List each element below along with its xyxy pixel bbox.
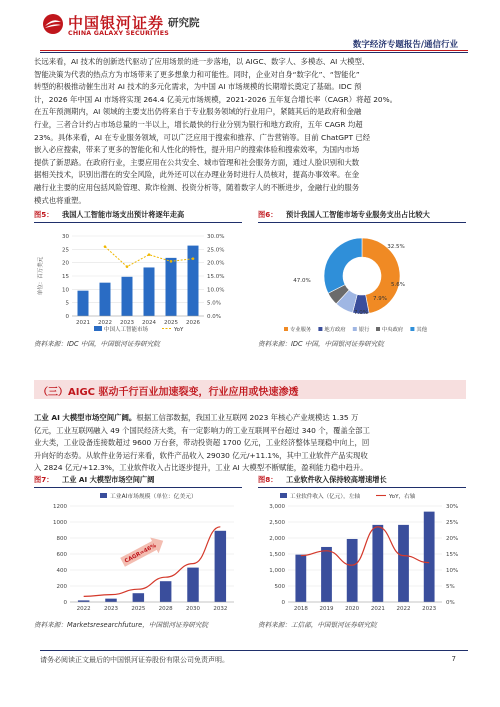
figure-7-chart: [34, 490, 242, 618]
y-tick-label: 1,500: [269, 552, 285, 558]
header-divider-secondary: [40, 52, 468, 53]
logo-chinese: 中国银河证券: [68, 14, 165, 32]
x-tick-label: 2021: [76, 320, 90, 326]
y-tick-label: 800: [56, 536, 67, 542]
x-tick-label: 2023: [120, 320, 134, 326]
figure-5-caption: 我国人工智能市场支出预计将逐年走高: [62, 210, 185, 219]
figure-5-chart: [34, 228, 242, 338]
y-tick-label: 200: [56, 584, 67, 590]
legend-swatch: [353, 327, 357, 331]
bar: [347, 539, 358, 602]
bar: [424, 512, 435, 602]
paragraph-2-text: 根据工信部数据，我国工业互联网 2023 年核心产业规模达 1.35 万: [136, 413, 359, 422]
paragraph-2-line: [34, 425, 466, 438]
paragraph-1-line: 在五年预测期内，AI 领域的主要支出仍将来自于专业服务领域的行业用户，紧随其后的是政府和金融: [34, 107, 362, 117]
legend-label: 中央政府: [382, 327, 404, 333]
x-tick-label: 2019: [319, 606, 334, 612]
paragraph-1-line: 融行业主要的应用包括风险管理、欺诈检测、投资分析等，随着数字人的不断进步，金融行业的服务: [34, 182, 360, 192]
x-tick-label: 2028: [158, 606, 173, 612]
paragraph-1-line: 行业，三者合计约占市场总量的一半以上，增长最快的行业分别为银行和地方政府，五年 CAGR 均超: [34, 119, 363, 129]
yoy-point: [192, 257, 195, 260]
bar: [144, 267, 155, 316]
paragraph-1-line: 嵌入必应搜索，带来了更多的智能化和人性化的特性，提升用户的搜索体验和搜索效率，为国内市场: [34, 145, 360, 155]
paragraph-1-line: 23%。具体来看，AI 在专业服务领域，可以广泛应用于搜索和推荐、广告营销等。目前 ChatGPT 已经: [34, 132, 371, 142]
y-tick-label: 0: [63, 600, 67, 606]
bar: [398, 525, 409, 602]
figure-7-caption: 工业 AI 大模型市场空间广阔: [62, 475, 155, 484]
slice-value-label: 47.0%: [293, 278, 311, 284]
y-tick-label: 600: [56, 552, 67, 558]
bar: [187, 568, 198, 602]
y-tick-label: 25: [62, 247, 69, 254]
y2-tick-label: 25.0%: [207, 247, 225, 254]
bar: [372, 525, 383, 602]
y2-tick-label: 30.0%: [207, 234, 225, 240]
figure-6-number: 图6：: [258, 210, 278, 219]
bar: [321, 547, 332, 602]
legend-label: 工业软件收入（亿元），左轴: [290, 494, 360, 500]
y-tick-label: 0: [281, 600, 285, 606]
y2-tick-label: 30%: [446, 504, 459, 510]
y2-tick-label: 20.0%: [207, 260, 225, 267]
paragraph-2-line: [34, 412, 466, 425]
y-tick-label: 20: [62, 260, 69, 267]
paragraph-2-lead: 工业 AI 大模型市场空间广阔。: [34, 413, 137, 422]
paragraph-2-line: [34, 450, 466, 463]
y2-tick-label: 10%: [446, 568, 459, 574]
x-tick-label: 2025: [131, 606, 146, 612]
x-tick-label: 2021: [370, 606, 385, 612]
figure-7-source: 资料来源：Marketsresearchfuture，中国银河证券研究院: [34, 621, 209, 629]
y-tick-label: 15: [62, 274, 69, 280]
paragraph-2-text: 入 2824 亿元/+12.3%，工业软件收入占比逐步提升，工业 AI 大模型不断赋能，盈利能力稳中趋升。: [34, 463, 368, 473]
bar: [100, 283, 111, 316]
y-tick-label: 0: [65, 314, 69, 320]
slice-value-label: 32.5%: [387, 244, 405, 250]
legend-label: 其他: [416, 327, 428, 333]
yoy-line: [105, 247, 193, 267]
paragraph-2-text: 亿元，工业互联网融入 49 个国民经济大类，有一定影响力的工业互联网平台超过 340 个，覆盖全部工: [34, 425, 370, 435]
y2-tick-label: 25%: [446, 520, 459, 526]
y2-tick-label: 15%: [446, 552, 459, 558]
paragraph-1-line: 据相关技术，识别出潜在的安全风险，此外还可以在办理业务时进行人员核对，提高办事效率。在金: [34, 170, 360, 180]
x-tick-label: 2020: [345, 606, 360, 612]
slice-value-label: 7.9%: [373, 296, 387, 302]
y-tick-label: 3,000: [269, 504, 285, 510]
x-tick-label: 2018: [293, 606, 308, 612]
legend-label: 银行: [358, 327, 370, 333]
legend-swatch: [94, 326, 102, 331]
yoy-point: [148, 253, 151, 256]
y-axis-label: 单位：百万美元: [38, 256, 44, 296]
y2-tick-label: 5%: [446, 584, 455, 590]
legend-label: 专业服务: [290, 327, 312, 333]
paragraph-1-line: 提供了新思路。在政府行业，主要应用在公共安全、城市管理和社会服务方面，通过人脸识别和大数: [34, 157, 360, 167]
section-heading-text: （三）AIGC 驱动千行百业加速裂变，行业应用或快速渗透: [38, 387, 299, 398]
x-tick-label: 2022: [98, 320, 112, 326]
paragraph-2-text: 业大类，工业设备连接数超过 9600 万台套，带动投资超 1700 亿元，工业经济整体呈现稳中向上，回: [34, 438, 370, 448]
body-paragraph-1: [34, 56, 466, 207]
paragraph-1-line: 长远来看，AI 技术的创新迭代驱动了应用场景的进一步落地，以 AIGC、数字人、多模态、AI 大模型、: [34, 57, 370, 66]
legend-label: YoY: [174, 327, 184, 333]
legend-swatch: [376, 327, 380, 331]
page-number: 7: [451, 655, 456, 663]
x-tick-label: 2030: [186, 606, 200, 612]
figure-6-source: 资料来源：IDC 中国，中国银河证券研究院: [258, 340, 384, 348]
x-tick-label: 2023: [104, 606, 118, 612]
figure-5-title: [34, 209, 242, 223]
x-tick-label: 2026: [186, 320, 200, 326]
bar: [133, 593, 144, 602]
legend-label: 中国人工智能市场: [104, 327, 149, 333]
bar: [122, 277, 133, 316]
slice-value-label: 5.6%: [391, 282, 405, 288]
y2-tick-label: 0.0%: [207, 314, 221, 320]
yoy-point: [170, 260, 173, 263]
x-tick-label: 2024: [142, 320, 156, 326]
paragraph-2-line: [34, 437, 466, 450]
bar: [295, 555, 306, 602]
y2-tick-label: 5.0%: [207, 300, 221, 307]
y-tick-label: 1000: [53, 520, 67, 526]
legend-swatch: [284, 327, 288, 331]
footer-divider: [40, 650, 468, 651]
footer-disclaimer: 请务必阅读正文最后的中国银河证券股份有限公司免责声明。: [40, 656, 229, 664]
report-type: 数字经济专题报告/通信行业: [352, 40, 458, 50]
paragraph-1-line: 智能决策为代表的热点方为市场带来了更多想象力和可能性。同时，企业对自身“数字化”、“智能化”: [34, 69, 360, 79]
header-divider: [40, 50, 468, 51]
x-tick-label: 2022: [76, 606, 91, 612]
galaxy-logo-icon: [42, 13, 64, 35]
figure-7-title: [34, 474, 242, 488]
figure-8-title: [258, 474, 466, 488]
paragraph-1-line: 计，2026 年中国 AI 市场将实现 264.4 亿美元市场规模，2021-2026 五年复合增长率（CAGR）将超 20%。: [34, 94, 398, 104]
bar: [78, 291, 89, 316]
y2-tick-label: 15.0%: [207, 274, 225, 280]
x-tick-label: 2022: [396, 606, 411, 612]
x-tick-label: 2023: [422, 606, 437, 612]
bar: [188, 246, 199, 316]
figure-5-source: 资料来源：IDC 中国，中国银河证券研究院: [34, 340, 160, 348]
bar: [160, 581, 171, 602]
slice-value-label: 7.0%: [354, 310, 368, 316]
org-name: 研究院: [168, 17, 200, 29]
bar: [166, 258, 177, 316]
bar: [105, 599, 116, 602]
y-tick-label: 2,000: [269, 536, 285, 542]
figure-7-number: 图7：: [34, 475, 54, 484]
figure-8-source: 资料来源：工信部，中国银河证券研究院: [258, 621, 377, 629]
legend-swatch: [318, 327, 322, 331]
legend-swatch: [100, 493, 107, 498]
x-tick-label: 2025: [164, 320, 178, 326]
cagr-label: CAGR=46%: [123, 542, 158, 565]
paragraph-1-line: 转型的积极推动催生出对 AI 技术的多元化需求，为中国 AI 市场规模的长期增长奠定了基础。IDC 预: [34, 82, 362, 92]
y-tick-label: 10: [62, 287, 69, 294]
figure-5-number: 图5：: [34, 210, 54, 219]
section-heading: [34, 380, 466, 399]
legend-label: 地方政府: [324, 327, 346, 333]
x-tick-label: 2032: [213, 606, 228, 612]
paragraph-2-text: 升向好的态势。从软件业务运行来看，软件产品收入 29030 亿元/+11.1%，其中工业软件产品实现收: [34, 450, 368, 460]
legend-swatch: [410, 327, 414, 331]
legend-label: 工业AI市场规模（单位：亿美元）: [110, 494, 197, 500]
page-header: [0, 0, 500, 48]
legend-label: YoY，右轴: [389, 494, 416, 500]
figure-8-chart: [258, 490, 466, 618]
legend-swatch: [280, 493, 287, 498]
yoy-point: [104, 245, 107, 248]
pie-slice: [324, 238, 362, 293]
y-tick-label: 1,000: [269, 568, 285, 574]
y2-tick-label: 10.0%: [207, 287, 225, 294]
figure-8-number: 图8：: [258, 475, 278, 484]
figure-6-title: [258, 209, 466, 223]
y2-tick-label: 0%: [446, 600, 455, 606]
y-tick-label: 2,500: [269, 520, 285, 526]
y-tick-label: 5: [65, 300, 69, 307]
y-tick-label: 30: [62, 234, 69, 240]
figure-6-chart: [258, 228, 466, 338]
y-tick-label: 1200: [53, 504, 67, 510]
y-tick-label: 400: [56, 568, 67, 574]
body-paragraph-2: [34, 412, 466, 475]
logo-english: CHINA GALAXY SECURITIES: [68, 30, 169, 37]
cagr-annotation: [118, 533, 167, 570]
yoy-point: [126, 265, 129, 268]
figure-8-caption: 工业软件收入保持较高增速增长: [286, 475, 387, 484]
y-tick-label: 500: [274, 584, 285, 590]
yoy-line: [301, 527, 429, 565]
bar: [215, 531, 226, 602]
paragraph-1-line: 模式也将重塑。: [34, 195, 86, 205]
y2-tick-label: 20%: [446, 536, 459, 542]
figure-6-caption: 预计我国人工智能市场专业服务支出占比较大: [286, 210, 430, 219]
